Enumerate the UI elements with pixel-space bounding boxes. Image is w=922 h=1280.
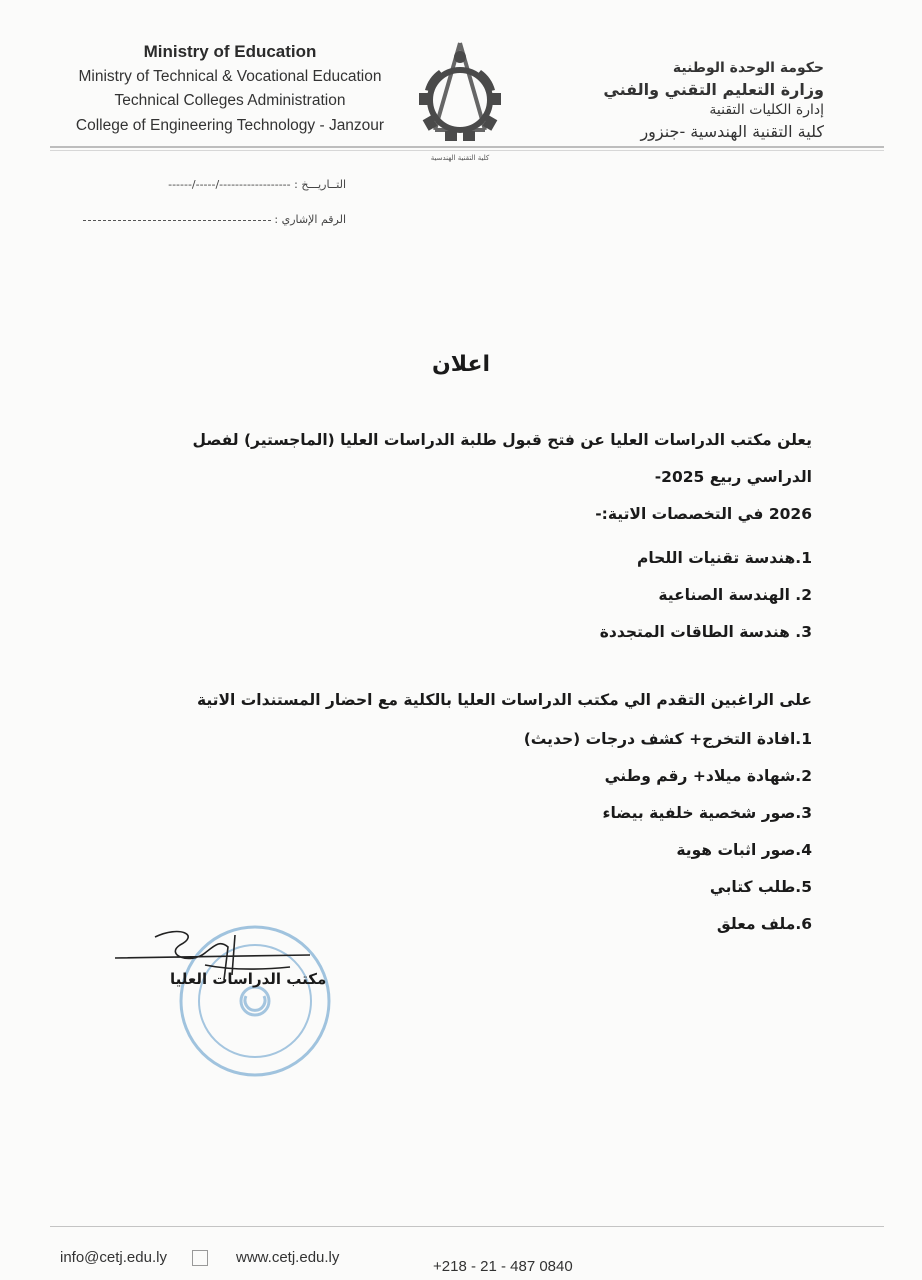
list-item: 1.هندسة تقنيات اللحام (637, 549, 812, 567)
ministry-tech-en: Ministry of Technical & Vocational Education (78, 67, 382, 85)
ministry-ar: وزارة التعليم التقني والفني (603, 80, 824, 99)
header-rule (50, 146, 884, 148)
administration-en: Technical Colleges Administration (114, 92, 346, 109)
ref-row (76, 213, 346, 226)
college-ar: كلية التقنية الهندسية -جنزور (640, 122, 824, 141)
intro-paragraph (122, 422, 812, 533)
ref-dashes (83, 220, 271, 221)
date-placeholder: ------/-----/------------------ (168, 178, 291, 191)
list-item: 6.ملف معلق (716, 915, 812, 933)
ministry-en: Ministry of Education (143, 42, 317, 61)
list-item: 2.شهادة ميلاد+ رقم وطني (604, 767, 812, 785)
documents-intro: على الراغبين التقدم الي مكتب الدراسات العليا بالكلية مع احضار المستندات الاتية (196, 691, 812, 709)
footer-email[interactable]: info@cetj.edu.ly (60, 1249, 167, 1266)
list-item: 5.طلب كتابي (709, 878, 812, 896)
list-item: 1.افادة التخرج+ كشف درجات (حديث) (523, 730, 812, 748)
list-item: 3.صور شخصية خلفية بيضاء (602, 804, 812, 822)
date-row (76, 178, 346, 191)
intro-line-2: 2026 في التخصصات الاتية:- (595, 505, 812, 523)
footer-phone: +218 - 21 - 487 0840 (433, 1258, 573, 1275)
footer-website[interactable]: www.cetj.edu.ly (236, 1249, 340, 1266)
announcement-title: اعلان (431, 352, 491, 377)
list-item: 4.صور اثبات هوية (676, 841, 812, 859)
footer-rule (50, 1226, 884, 1227)
college-en: College of Engineering Technology - Janzour (75, 116, 385, 134)
email-icon (192, 1250, 208, 1266)
office-signature-label: مكتب الدراسات العليا (170, 970, 327, 988)
list-item: 3. هندسة الطاقات المتجددة (599, 623, 812, 641)
list-item: 2. الهندسة الصناعية (658, 586, 812, 604)
logo-caption: كلية التقنية الهندسية (430, 154, 490, 162)
administration-ar: إدارة الكليات التقنية (709, 102, 824, 118)
date-label: التــاريـــخ : (294, 178, 346, 191)
specializations-list (392, 540, 812, 651)
header-rule-thin (50, 150, 884, 151)
government-ar: حكومة الوحدة الوطنية (672, 60, 824, 76)
intro-line-1: يعلن مكتب الدراسات العليا عن فتح قبول طلبة الدراسات العليا (الماجستير) لفصل الدراسي ربيع 2025- (192, 431, 812, 486)
english-letterhead (70, 40, 390, 138)
arabic-letterhead (564, 58, 824, 142)
ref-label: الرقم الإشاري : (274, 213, 346, 226)
documents-list (392, 721, 812, 943)
